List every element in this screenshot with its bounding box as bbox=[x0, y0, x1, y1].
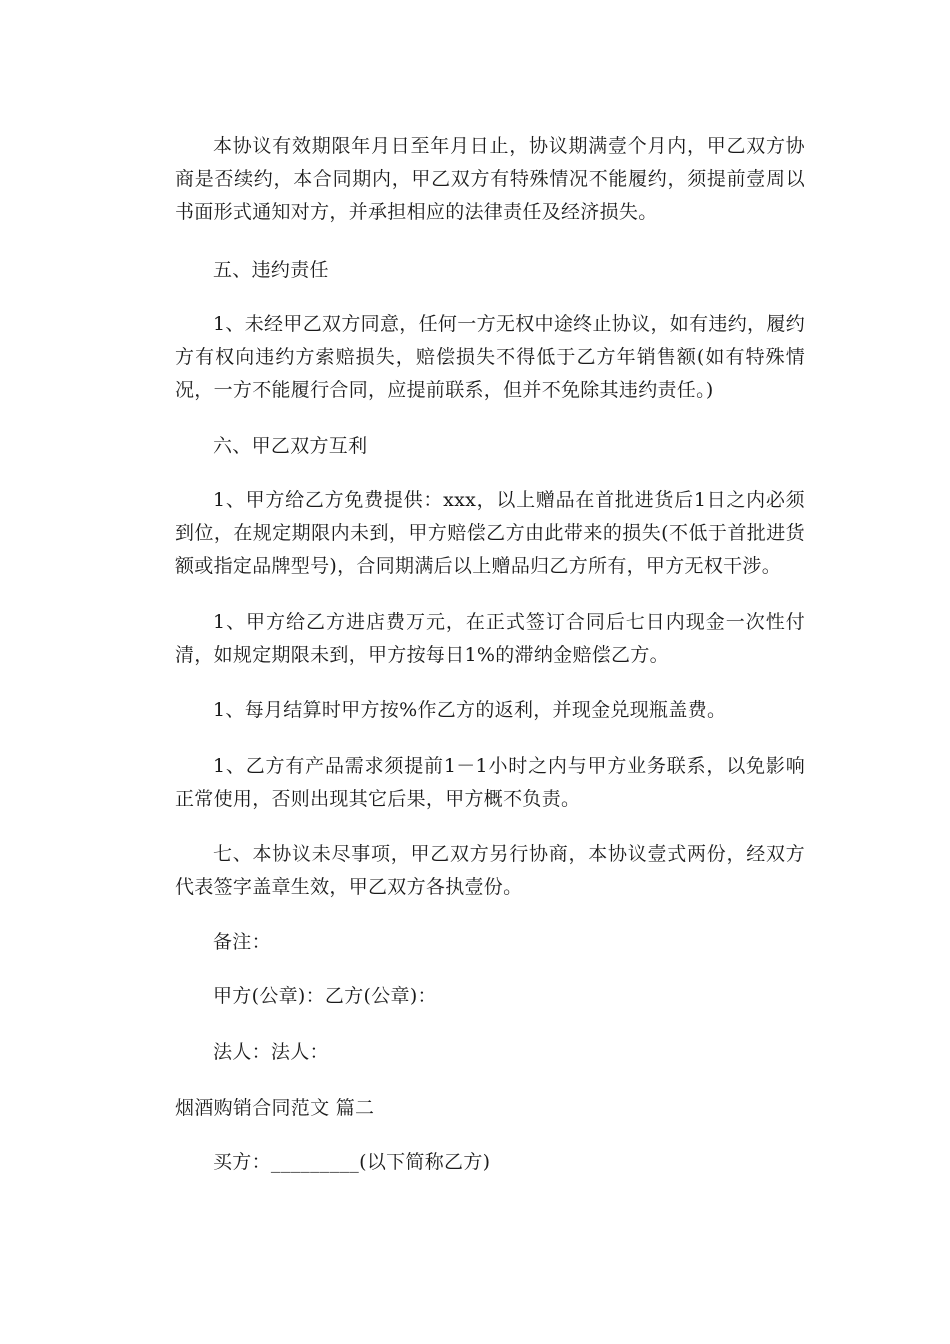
remarks-label: 备注： bbox=[213, 931, 271, 953]
buyer-line: 买方：_________(以下简称乙方) bbox=[213, 1151, 491, 1173]
store-fee-clause-paragraph: 1、甲方给乙方进店费万元，在正式签订合同后七日内现金一次性付清，如规定期限未到，甲方按每日1%的滞纳金赔偿乙方。 bbox=[175, 611, 805, 666]
breach-liability-heading: 五、违约责任 bbox=[213, 259, 329, 281]
section-title: 烟酒购销合同范文 篇二 bbox=[175, 1097, 375, 1119]
free-gift-clause-paragraph: 1、甲方给乙方免费提供：xxx，以上赠品在首批进货后1日之内必须到位，在规定期限内未到，甲方赔偿乙方由此带来的损失(不低于首批进货额或指定品牌型号)，合同期满后以上赠品归乙方所有，甲方无权干涉。 bbox=[175, 489, 805, 577]
rebate-clause-paragraph: 1、每月结算时甲方按%作乙方的返利，并现金兑现瓶盖费。 bbox=[213, 699, 727, 721]
mutual-benefit-heading: 六、甲乙双方互利 bbox=[213, 435, 368, 457]
demand-notice-clause-paragraph: 1、乙方有产品需求须提前1－1小时之内与甲方业务联系，以免影响正常使用，否则出现其它后果，甲方概不负责。 bbox=[175, 755, 805, 810]
validity-clause-paragraph: 本协议有效期限年月日至年月日止，协议期满壹个月内，甲乙双方协商是否续约，本合同期内，甲乙双方有特殊情况不能履约，须提前壹周以书面形式通知对方，并承担相应的法律责任及经济损失。 bbox=[175, 135, 805, 223]
unresolved-matters-paragraph: 七、本协议未尽事项，甲乙双方另行协商，本协议壹式两份，经双方代表签字盖章生效，甲乙双方各执壹份。 bbox=[175, 843, 805, 898]
breach-clause-paragraph: 1、未经甲乙双方同意，任何一方无权中途终止协议，如有违约，履约方有权向违约方索赔损失，赔偿损失不得低于乙方年销售额(如有特殊情况，一方不能履行合同，应提前联系，但并不免除其违约责任。) bbox=[175, 313, 805, 401]
party-seal-line: 甲方(公章)：乙方(公章)： bbox=[213, 985, 437, 1007]
legal-representative-line: 法人：法人： bbox=[213, 1041, 329, 1063]
